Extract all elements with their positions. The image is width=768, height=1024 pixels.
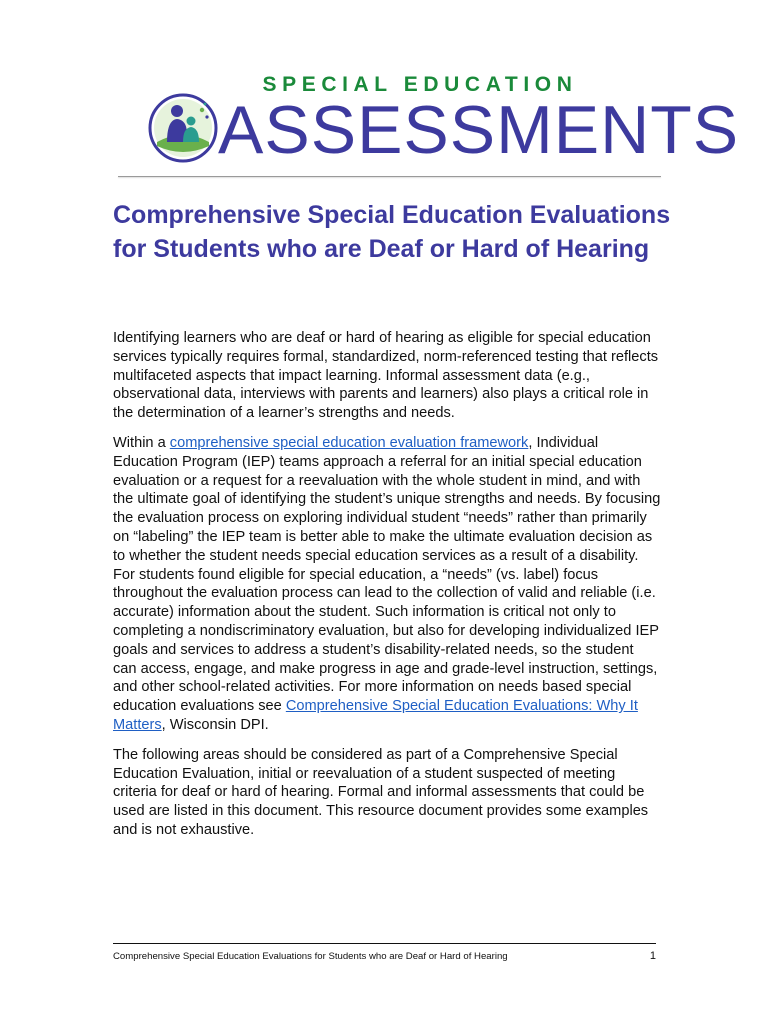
evaluation-framework-link[interactable]: comprehensive special education evaluation framework [169,434,529,451]
paragraph-2-outro: , Wisconsin DPI. [161,716,269,733]
why-it-matters-link[interactable]: Comprehensive Special Education Evaluations: Why It Matters [113,698,638,733]
header-kicker: SPECIAL EDUCATION [262,73,578,96]
footer-divider [113,943,656,944]
paragraph-2 [113,434,661,735]
header-wordmark: ASSESSMENTS [218,92,740,168]
paragraph-2-intro: Within a [113,434,170,451]
page-header [0,0,768,190]
paragraph-3: The following areas should be considered as part of a Comprehensive Special Education Evaluation, initial or reevaluation of a student suspected of meeting criteria for deaf or hard of hearing. Formal and informal assessments that could be used are listed in this document. This resource document provides some examples and is not exhaustive. [113,746,649,838]
document-title: Comprehensive Special Education Evaluations for Students who are Deaf or Hard of Hearing [113,201,671,263]
paragraph-1: Identifying learners who are deaf or hard of hearing as eligible for special education services typically requires formal, standardized, norm-referenced testing that reflects multifaceted aspects that impact learning. Informal assessment data (e.g., observational data, interviews with parents and learners) also plays a critical role in the determination of a learner’s strengths and needs. [113,330,659,422]
page-number: 1 [649,950,656,962]
footer-running-title: Comprehensive Special Education Evaluations for Students who are Deaf or Hard of Hearing [113,951,508,962]
family-circle-logo-icon [147,92,219,164]
paragraph-2-body: , Individual Education Program (IEP) teams approach a referral for an initial special education evaluation or a request for a reevaluation with the whole student in mind, and with the ultimate goal of identifying the student’s unique strengths and needs. By focusing the evaluation process on exploring individual student “needs” rather than primarily on “labeling” the IEP team is better able to make the ultimate evaluation decision as to whether the student needs special education services as a result of a disability. For students found eligible for special education, a “needs” (vs. label) focus throughout the evaluation process can lead to the collection of valid and reliable (i.e. accurate) information about the student. Such information is critical not only to completing a nondiscriminatory evaluation, but also for developing individualized IEP goals and services to address a student’s disability-related needs, so the student can access, engage, and make progress in age and grade-level instruction, settings, and other school-related activities. For more information on needs based special education evaluations see [113,434,661,715]
document-body [113,329,661,851]
header-divider [118,176,661,177]
